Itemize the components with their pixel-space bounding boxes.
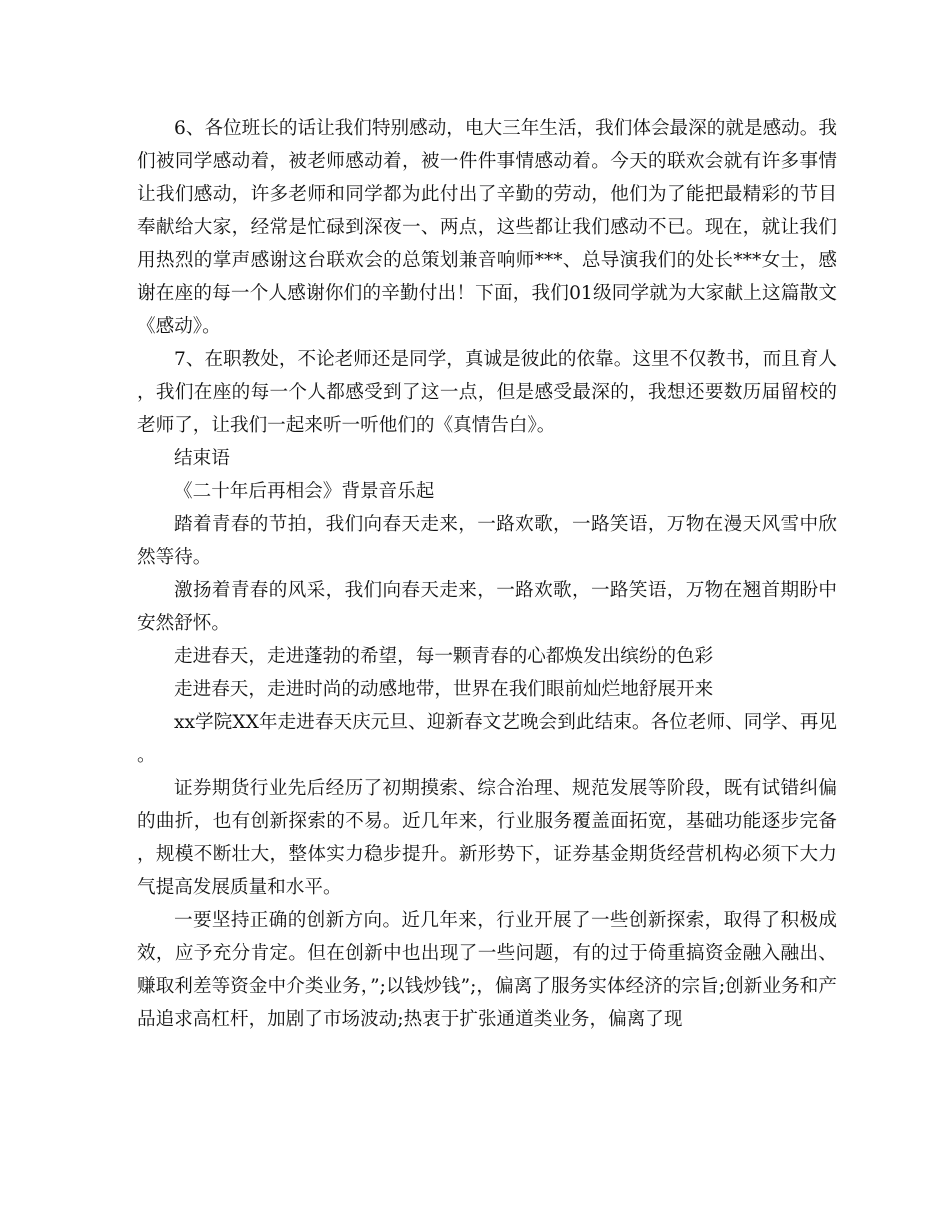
closing-verse-2: 激扬着青春的风采，我们向春天走来，一路欢歌，一路笑语，万物在翘首期盼中安然舒怀。 [137,580,837,634]
paragraph-innovation-direction: 一要坚持正确的创新方向。近几年来，行业开展了一些创新探索，取得了积极成效，应予充分肯定。但在创新中也出现了一些问题，有的过于倚重搞资金融入融出、赚取利差等资金中介类业务，”;以钱炒钱”;，偏离了服务实体经济的宗旨;创新业务和产品追求高杠杆，加剧了市场波动;热衷于扩张通道类业务，偏离了现 [137,910,837,1030]
paragraph-6-class-monitors: 6、各位班长的话让我们特别感动，电大三年生活，我们体会最深的就是感动。我们被同学感动着，被老师感动着，被一件件事情感动着。今天的联欢会就有许多事情让我们感动，许多老师和同学都为此付出了辛勤的劳动，他们为了能把最精彩的节目奉献给大家，经常是忙碌到深夜一、两点，这些都让我们感动不已。现在，就让我们用热烈的掌声感谢这台联欢会的总策划兼音响师***、总导演我们的处长***女士，感谢在座的每一个人感谢你们的辛勤付出！下面，我们01级同学就为大家献上这篇散文《感动》。 [137,118,837,337]
closing-verse-4: 走进春天，走进时尚的动感地带，世界在我们眼前灿烂地舒展开来 [174,679,714,700]
closing-farewell: xx学院XX年走进春天庆元旦、迎新春文艺晚会到此结束。各位老师、同学、再见。 [137,712,837,766]
document-page [137,112,837,1036]
closing-heading: 结束语 [174,448,230,469]
paragraph-7-staff-office: 7、在职教处，不论老师还是同学，真诚是彼此的依靠。这里不仅教书，而且育人，我们在座的每一个人都感受到了这一点，但是感受最深的，我想还要数历届留校的老师了，让我们一起来听一听他们的《真情告白》。 [137,349,837,436]
background-music-note: 《二十年后再相会》背景音乐起 [174,481,435,502]
closing-verse-1: 踏着青春的节拍，我们向春天走来，一路欢歌，一路笑语，万物在漫天风雪中欣然等待。 [137,514,837,568]
closing-verse-3: 走进春天，走进蓬勃的希望，每一颗青春的心都焕发出缤纷的色彩 [174,646,714,667]
paragraph-securities-industry: 证券期货行业先后经历了初期摸索、综合治理、规范发展等阶段，既有试错纠偏的曲折，也有创新探索的不易。近几年来，行业服务覆盖面拓宽，基础功能逐步完备，规模不断壮大，整体实力稳步提升。新形势下，证券基金期货经营机构必须下大力气提高发展质量和水平。 [137,778,837,898]
